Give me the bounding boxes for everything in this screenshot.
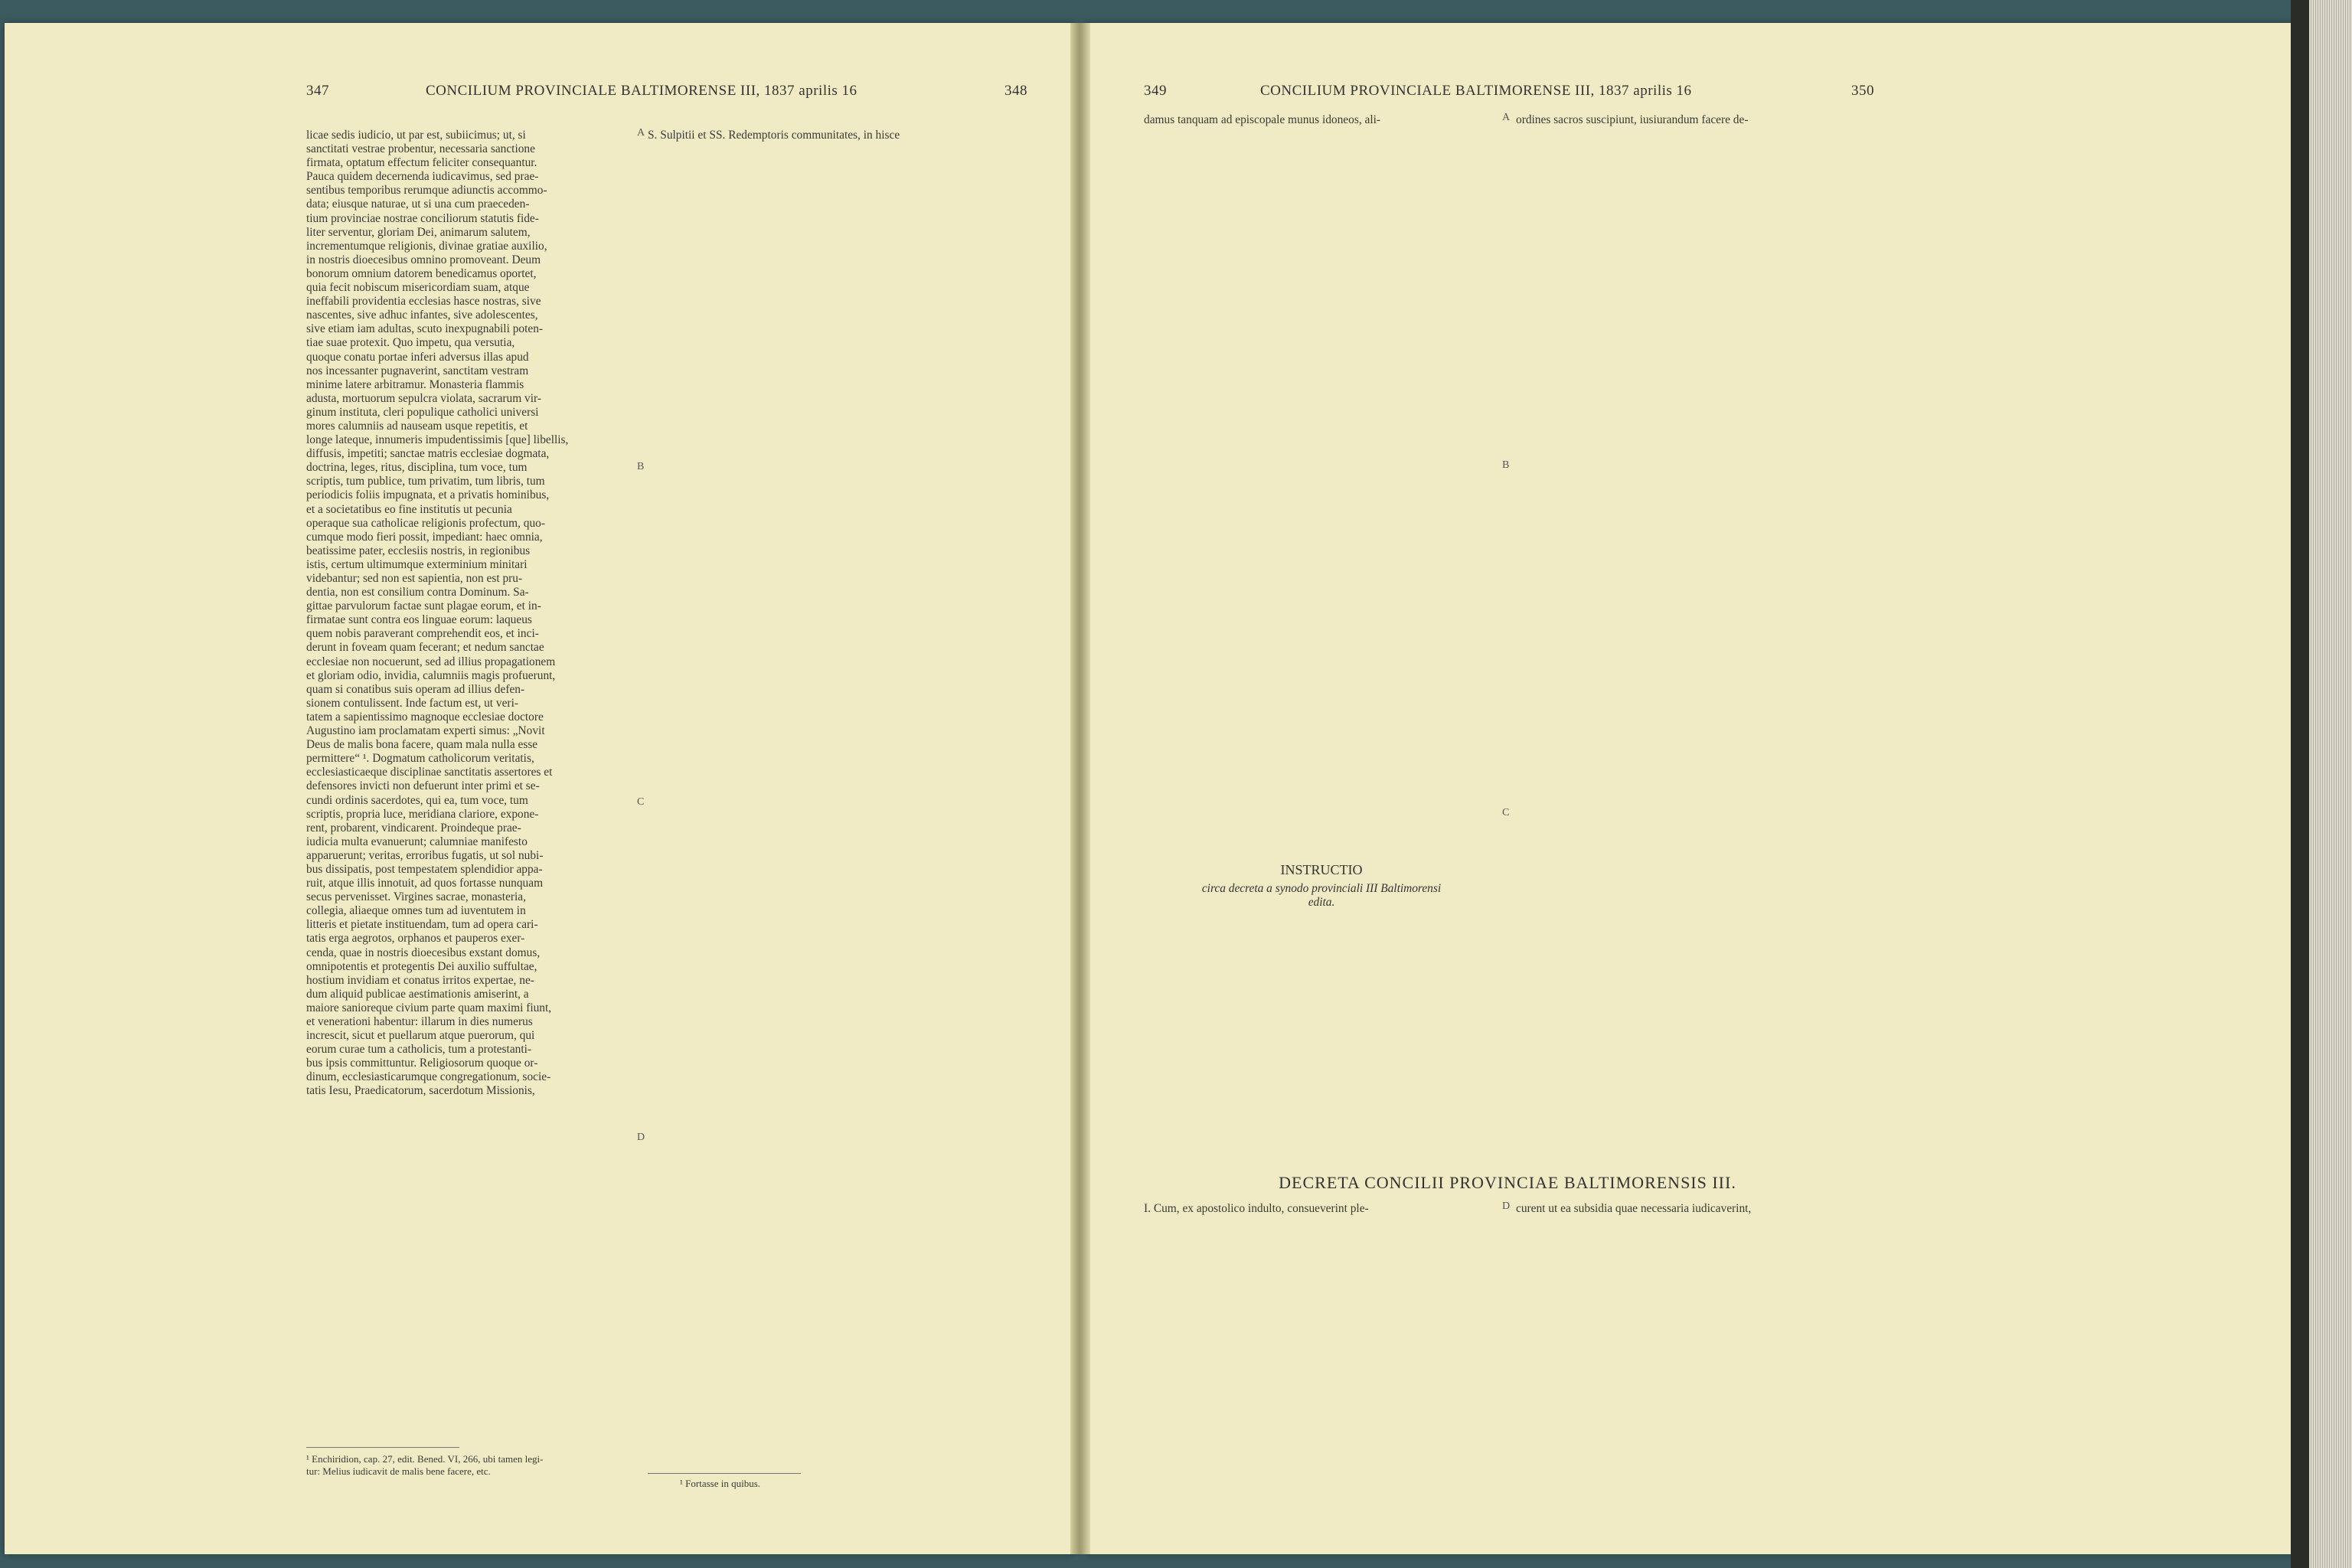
margin-letter-c: C xyxy=(637,796,645,808)
left-column-2-text: S. Sulpitii et SS. Redemptoris communitates, in hisce xyxy=(648,129,900,142)
margin-letter-a-right: A xyxy=(1502,112,1511,123)
right-column-3-text: I. Cum, ex apostolico indulto, consueverint ple- xyxy=(1144,1202,1369,1215)
instructio-subtitle: circa decreta a synodo provinciali III Baltimorensi edita. xyxy=(1201,882,1442,909)
right-column-4-text: curent ut ea subsidia quae necessaria iudicaverint, xyxy=(1516,1202,1752,1215)
page-number-348: 348 xyxy=(1004,83,1027,99)
right-column-4 xyxy=(1516,1202,1871,1216)
margin-letter-b-right: B xyxy=(1502,459,1510,471)
page-number-350: 350 xyxy=(1851,83,1874,99)
decreta-title: DECRETA CONCILII PROVINCIAE BALTIMORENSIS III. xyxy=(1279,1173,1736,1192)
margin-letter-a: A xyxy=(637,127,645,139)
margin-letter-d: D xyxy=(637,1132,645,1143)
instructio-title: INSTRUCTIO xyxy=(1280,862,1363,877)
left-column-2 xyxy=(648,129,1021,142)
margin-letter-b: B xyxy=(637,461,645,472)
right-running-title: CONCILIUM PROVINCIALE BALTIMORENSE III, 1837 aprilis 16 xyxy=(1260,83,1692,99)
page-stack-edge xyxy=(2309,0,2352,1568)
right-page xyxy=(1084,23,2309,1554)
page-number-347: 347 xyxy=(306,83,329,99)
margin-letter-c-right: C xyxy=(1502,807,1510,818)
page-number-349: 349 xyxy=(1144,83,1167,99)
left-running-title: CONCILIUM PROVINCIALE BALTIMORENSE III, 1837 aprilis 16 xyxy=(426,83,858,99)
margin-letter-d-right: D xyxy=(1502,1200,1511,1212)
footnote-rule-right xyxy=(648,1473,801,1474)
right-column-3 xyxy=(1144,1202,1499,1216)
book-cover-edge xyxy=(2291,0,2309,1568)
footnote-fortasse: ¹ Fortasse in quibus. xyxy=(680,1478,761,1489)
left-column-1-text: licae sedis iudicio, ut par est, subiicimus; ut, si sanctitati vestrae probentur, necessaria sanctione firmata, optatum effectum feliciter consequantur. Pauca quidem decernenda iudicavimus, sed prae- sentibus temporibus rerumque adiunctis accommo- data; eiusque naturae, ut si una cum praeceden- tium provinciae nostrae conciliorum statutis fide- liter serventur, gloriam Dei, animarum salutem, incrementumque religionis, divinae gratiae auxilio, in nostris dioecesibus omnino promoveant. Deum bonorum omnium datorem benedicamus oportet, quia fecit nobiscum misericordiam suam, atque ineffabili providentia ecclesias hasce nostras, sive nascentes, sive adhuc infantes, sive adolescentes, sive etiam iam adultas, scuto inexpugnabili poten- tiae suae protexit. Quo impetu, qua versutia, quoque conatu portae inferi adversus illas apud nos incessanter pugnaverint, sanctitam vestram minime latere arbitramur. Monasteria flammis adusta, mortuorum sepulcra violata, sacrarum vir- ginum instituta, cleri populique catholici universi mores calumniis ad nauseam usque repetitis, et longe lateque, innumeris impudentissimis [que] libellis, diffusis, impetiti; sanctae matris ecclesiae dogmata, doctrina, leges, ritus, disciplina, tum voce, tum scriptis, tum publice, tum privatim, tum libris, tum periodicis foliis impugnata, et a privatis hominibus, et a societatibus eo fine institutis ut pecunia operaque sua catholicae religionis profectum, quo- cumque modo fieri possit, impediant: haec omnia, beatissime pater, ecclesiis nostris, in regionibus istis, certum ultimumque exterminium minitari videbantur; sed non est sapientia, non est pru- dentia, non est consilium contra Dominum. Sa- gittae parvulorum factae sunt plagae eorum, et in- firmatae sunt contra eos linguae eorum: laqueus quem nobis paraverant comprehendit eos, et inci- derunt in foveam quam fecerant; et nedum sanctae ecclesiae non nocuerunt, sed ad illius propagationem et gloriam odio, invidia, calumniis magis profuerunt, quam si conatibus suis operam ad illius defen- sionem contulissent. Inde factum est, ut veri- tatem a sapientissimo magnoque ecclesiae doctore Augustino iam proclamatam experti simus: „Novit Deus de malis bona facere, quam mala nulla esse permittere“ ¹. Dogmatum catholicorum veritatis, ecclesiasticaeque disciplinae sanctitatis assertores et defensores invicti non defuerunt inter primi et se- cundi ordinis sacerdotes, qui ea, tum voce, tum scriptis, propria luce, meridiana clariore, expone- rent, probarent, vindicarent. Proindeque prae- iudicia multa evanuerunt; calumniae manifesto apparuerunt; veritas, erroribus fugatis, ut sol nubi- bus dissipatis, post tempestatem splendidior appa- ruit, atque illis innotuit, ad quos fortasse nunquam secus pervenisset. Virgines sacrae, monasteria, collegia, aliaeque omnes tum ad iuventutem in litteris et pietate instituendam, tum ad opera cari- tatis erga aegrotos, orphanos et pauperos exer- cenda, quae in nostris dioecesibus exstant domus, omnipotentis et protegentis Dei auxilio suffultae, hostium invidiam et conatus irritos expertae, ne- dum aliquid publicae aestimationis amiserint, a maiore sanioreque civium parte quam maximi fiunt, et venerationi habentur: illarum in dies numerus increscit, sicut et puellarum atque puerorum, qui eorum curae tum a catholicis, tum a protestanti- bus ipsis committuntur. Religiosorum quoque or- dinum, ecclesiasticarumque congregationum, socie- tatis Iesu, Praedicatorum, sacerdotum Missionis, xyxy=(306,129,569,1098)
right-column-2-text: ordines sacros suscipiunt, iusiurandum facere de- xyxy=(1516,113,1749,126)
right-column-1-text: damus tanquam ad episcopale munus idoneos, ali- xyxy=(1144,113,1381,126)
right-column-1 xyxy=(1144,113,1499,127)
left-column-1 xyxy=(306,129,634,1099)
book-gutter xyxy=(1070,23,1090,1554)
right-column-2 xyxy=(1516,113,1871,127)
footnote-enchiridion: ¹ Enchiridion, cap. 27, edit. Bened. VI, 266, ubi tamen legi- tur: Melius iudicavit de malis bene facere, etc. xyxy=(306,1453,544,1477)
footnote-rule-left xyxy=(306,1447,459,1448)
